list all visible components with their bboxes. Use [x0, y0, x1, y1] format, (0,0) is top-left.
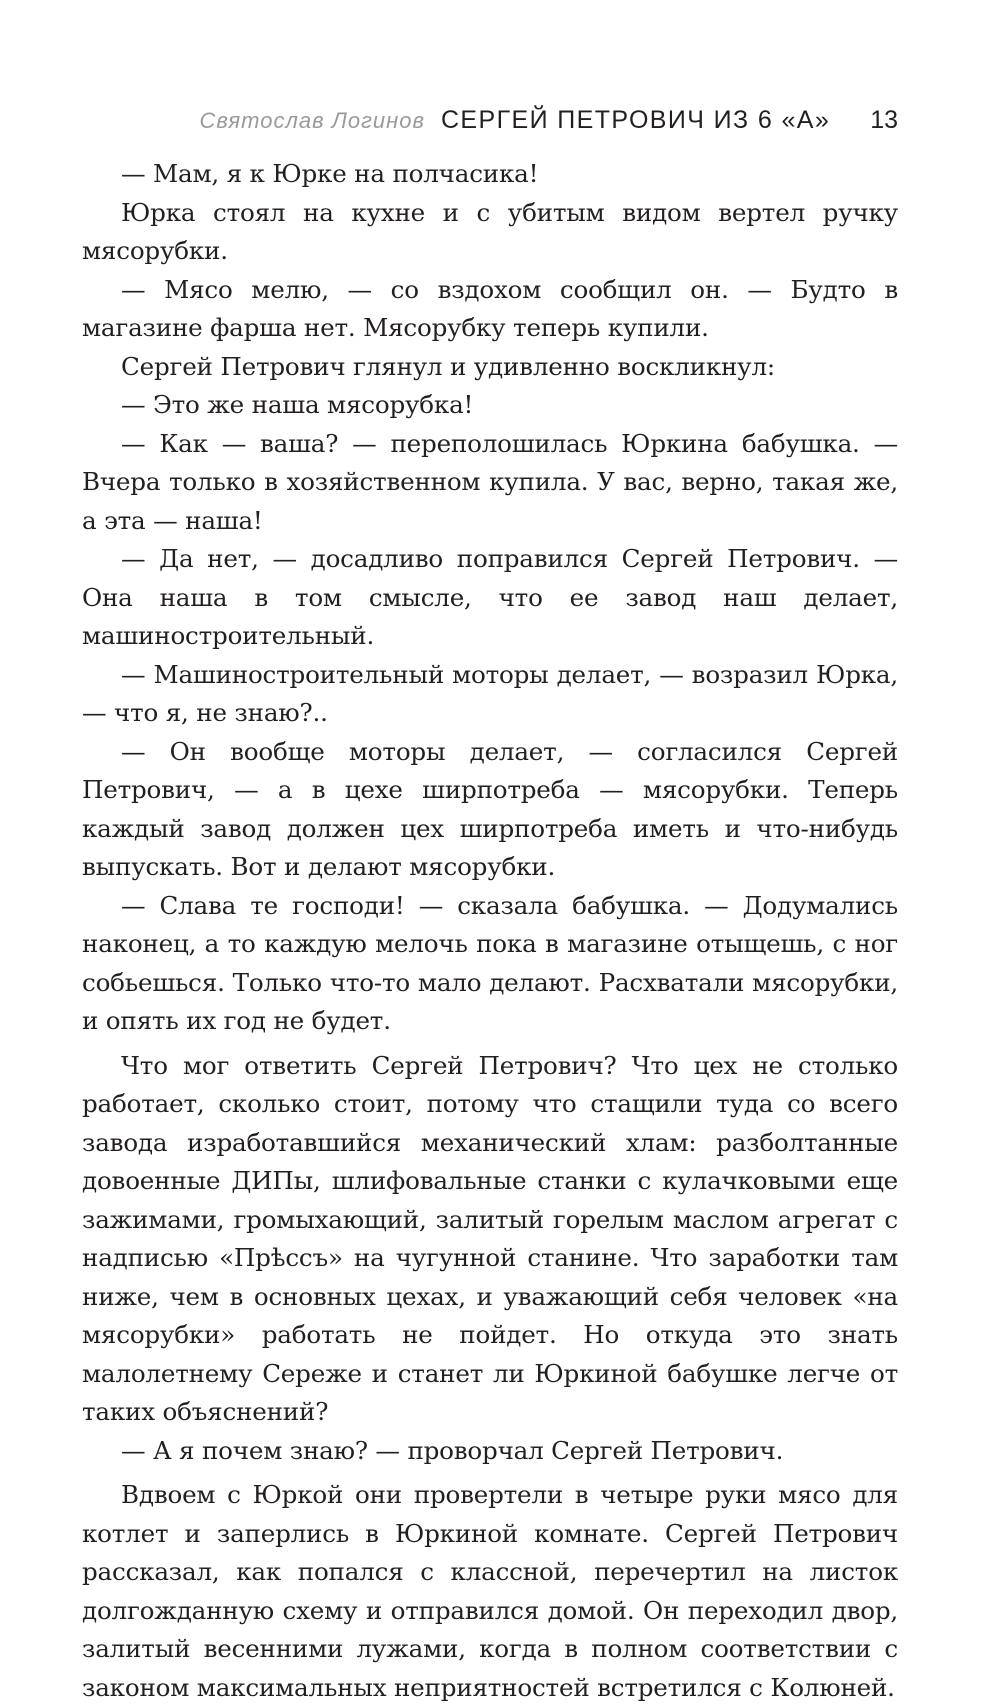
paragraph: — А я почем знаю? — проворчал Сергей Петрович.: [121, 1435, 784, 1465]
paragraph: — Мясо мелю, — со вздохом сообщил он. — Будто в магазине фарша нет. Мясорубку теперь купили.: [82, 274, 898, 342]
running-head: [200, 106, 898, 135]
paragraph: — Как — ваша? — переполошилась Юркина бабушка. — Вчера только в хозяйственном купила. У вас, верно, такая же, а эта — наша!: [82, 428, 898, 535]
page-number: 13: [870, 106, 898, 134]
paragraph: Вдвоем с Юркой они провертели в четыре руки мясо для котлет и заперлись в Юркиной комнате. Сергей Петрович рассказал, как попался с классной, перечертил на листок долгожданную схему и отправился домой. Он переходил двор, залитый весенними лужами, когда в полном соответствии с законом максимальных неприятностей встретился с Колюней.: [82, 1480, 898, 1702]
body-text: [82, 155, 898, 1707]
paragraph: Сергей Петрович глянул и удивленно воскликнул:: [121, 351, 775, 381]
paragraph: — Мам, я к Юрке на полчасика!: [121, 159, 539, 188]
paragraph: — Машиностроительный моторы делает, — возразил Юрка, — что я, не знаю?..: [82, 659, 898, 727]
running-head-title: СЕРГЕЙ ПЕТРОВИЧ ИЗ 6 «А»: [440, 106, 831, 134]
paragraph: — Он вообще моторы делает, — согласился Сергей Петрович, — а в цехе ширпотреба — мясорубки. Теперь каждый завод должен цех ширпотреба иметь и что-нибудь выпускать. Вот и делают мясорубки.: [82, 736, 898, 881]
paragraph: — Слава те господи! — сказала бабушка. — Додумались наконец, а то каждую мелочь пока в магазине отыщешь, с ног собьешься. Только что-то мало делают. Расхватали мясорубки, и опять их год не будет.: [82, 890, 898, 1035]
paragraph: Юрка стоял на кухне и с убитым видом вертел ручку мясорубки.: [82, 197, 898, 265]
paragraph: — Да нет, — досадливо поправился Сергей Петрович. — Она наша в том смысле, что ее завод наш делает, машиностроительный.: [82, 544, 898, 650]
running-head-author: Святослав Логинов: [199, 108, 425, 133]
paragraph: — Это же наша мясорубка!: [121, 390, 474, 419]
paragraph: Что мог ответить Сергей Петрович? Что цех не столько работает, сколько стоит, потому что стащили туда со всего завода изработавшийся механический хлам: разболтанные довоенные ДИПы, шлифовальные станки с кулачковыми еще зажимами, громыхающий, залитый горелым маслом агрегат с надписью «Прѣссъ» на чугунной станине. Что заработки там ниже, чем в основных цехах, и уважающий себя человек «на мясорубки» работать не пойдет. Но откуда это знать малолетнему Сереже и станет ли Юркиной бабушке легче от таких объяснений?: [82, 1050, 898, 1426]
